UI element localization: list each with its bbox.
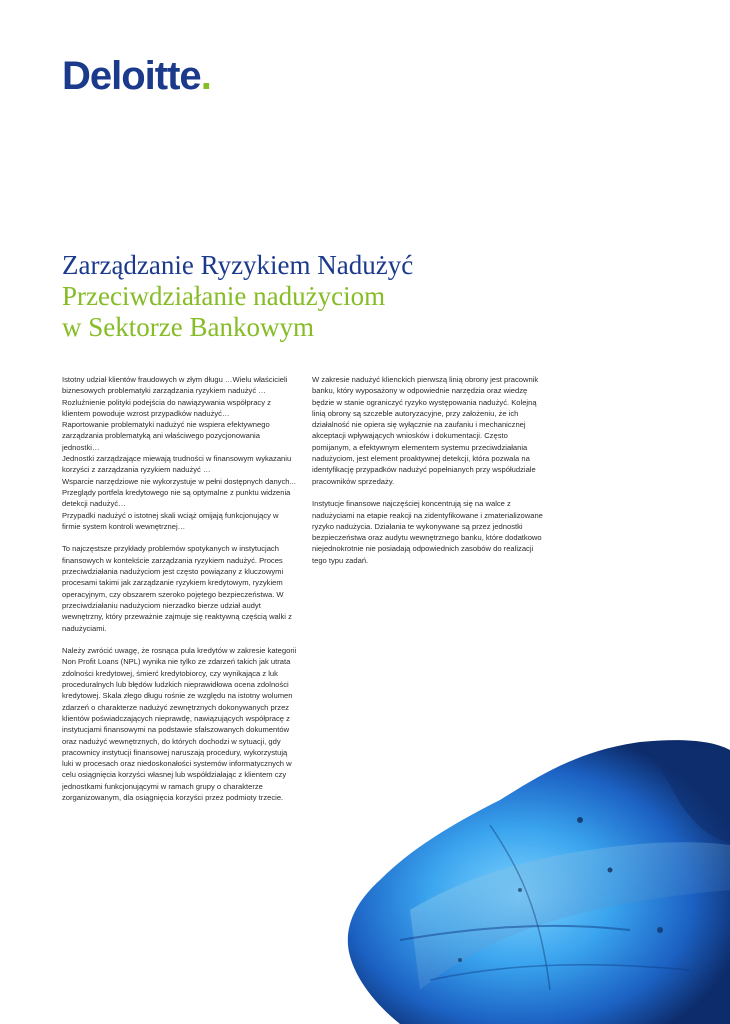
title-line-3: w Sektorze Bankowym (62, 312, 314, 342)
title-line-2: Przeciwdziałanie nadużyciom (62, 281, 386, 311)
left-paragraph-1: To najczęstsze przykłady problemów spotykanych w instytucjach finansowych w kontekście zarządzania ryzykiem nadużyć. Proces przeciwdziałania nadużyciom jest często powiązany z kluczowymi procesami takimi jak zarządzanie ryzykiem kredytowym, ryzykiem operacyjnym, czy obszarem szeroko pojętego bezpieczeństwa. W przeciwdziałaniu nadużyciom nierzadko bierze udział audyt wewnętrzny, który przeważnie zajmuje się reaktywną częścią walki z nadużyciami. (62, 544, 292, 633)
problem-item: Rozluźnienie polityki podejścia do nawiązywania współpracy z klientem powoduje wzrost przypadków nadużyć… (62, 397, 271, 418)
right-column (312, 374, 548, 577)
left-column (62, 374, 298, 815)
title-line-1: Zarządzanie Ryzykiem Nadużyć (62, 250, 414, 280)
problem-item: Jednostki zarządzające miewają trudności w finansowym wykazaniu korzyści z zarządzania ryzykiem nadużyć … (62, 454, 292, 475)
problem-item: Wsparcie narzędziowe nie wykorzystuje w pełni dostępnych danych... (62, 476, 296, 486)
right-paragraph-2: Instytucje finansowe najczęściej koncentrują się na walce z nadużyciami na etapie reakcji na zidentyfikowane i zmaterializowane ryzyko nadużycia. Działania te wykonywane są przez jednostki bezpieczeństwa oraz audytu wewnętrznego banku, które dodatkowo niejednokrotnie nie posiadają odpowiednich zasobów do realizacji tego typu zadań. (312, 499, 543, 565)
problem-list (62, 374, 298, 532)
blue-gemstone-image (340, 730, 730, 1024)
left-paragraph-2: Należy zwrócić uwagę, że rosnąca pula kredytów w zakresie kategorii Non Profit Loans (NPL) wynika nie tylko ze zdarzeń takich jak utrata zdolności kredytowej, śmierć kredytobiorcy, czy wynikająca z luk proceduralnych lub błędów ludzkich nieprawidłowa ocena zdolności kredytowej. Skala złego długu rośnie ze względu na istotny wolumen zdarzeń o charakterze nadużyć zewnętrznych dokonywanych przez klientów poświadczających nieprawdę, nawiązujących współpracę z instytucjami finansowymi na podstawie sfałszowanych dokumentów oraz nadużyć wewnętrznych, do których dochodzi w sytuacji, gdy pracownicy instytucji finansowej naruszają procedury, wykorzystują luki w procesach oraz niedoskonałości systemów informatycznych w celu osiągnięcia korzyści własnej lub współdziałając z klientem czy jednostkami funkcjonującymi w ramach grupy o charakterze zorganizowanym, dla osiągnięcia korzyści przez podmioty trzecie. (62, 646, 297, 802)
deloitte-logo (62, 56, 211, 96)
right-paragraph-1: W zakresie nadużyć klienckich pierwszą linią obrony jest pracownik banku, który wyposażony w odpowiednie narzędzia oraz wiedzę będzie w stanie ograniczyć ryzyko występowania nadużyć. Kolejną linią obrony są szczeble autoryzacyjne, przy założeniu, że ich działalność nie opiera się wyłącznie na zaufaniu i mechanicznej akceptacji wpływających wniosków i dokumentacji. Często pomijanym, a efektywnym elementem systemu przeciwdziałania nadużyciom, jest element proaktywnej detekcji, która pozwala na identyfikację przypadków nadużyć popełnianych przy współudziale pracowników sprzedaży. (312, 375, 539, 486)
logo-text: Deloitte (62, 54, 201, 98)
problem-item: Przeglądy portfela kredytowego nie są optymalne z punktu widzenia detekcji nadużyć… (62, 487, 291, 509)
problem-item: Istotny udział klientów fraudowych w złym długu …Wielu właścicieli biznesowych problematyki zarządzania ryzykiem nadużyć … (62, 375, 288, 396)
logo-dot: . (200, 54, 211, 98)
problem-item: Raportowanie problematyki nadużyć nie wspiera efektywnego zarządzania problematyką ani właściwego pozycjonowania jednostki… (62, 420, 270, 452)
problem-item: Przypadki nadużyć o istotnej skali wciąż omijają funkcjonujący w firmie system kontroli wewnętrznej… (62, 510, 279, 531)
page-title (62, 250, 413, 343)
